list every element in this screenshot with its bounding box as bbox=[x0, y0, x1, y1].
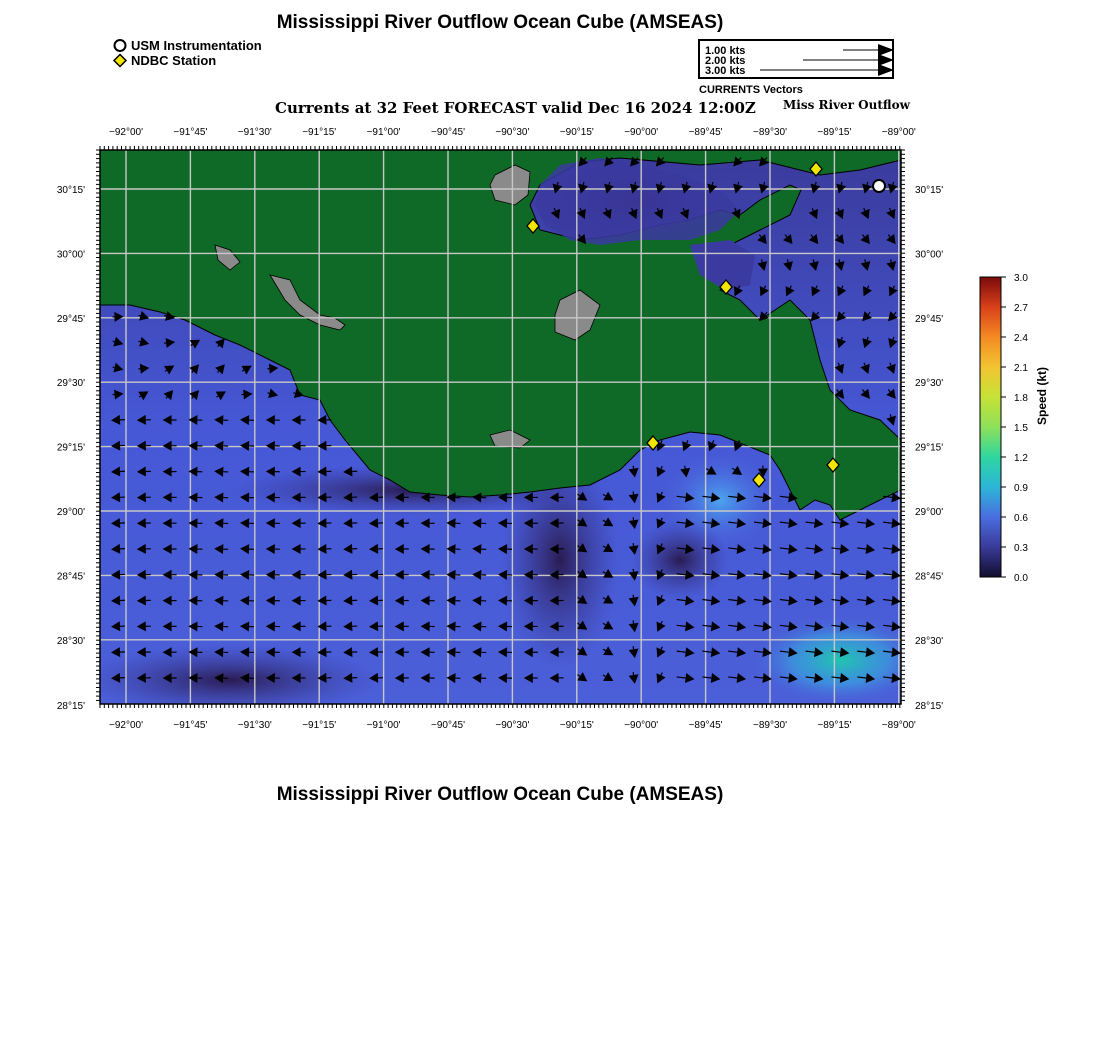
lat-label: 29°15' bbox=[915, 442, 944, 454]
lon-label: −90°15' bbox=[559, 720, 594, 731]
lat-label: 29°15' bbox=[56, 442, 85, 454]
colorbar-ticks bbox=[1001, 273, 1028, 584]
lon-label: −89°30' bbox=[753, 127, 787, 138]
colorbar-tick-label: 2.4 bbox=[1014, 333, 1028, 344]
colorbar-tick-label: 1.2 bbox=[1014, 453, 1028, 464]
lon-label: −90°00' bbox=[624, 127, 659, 138]
lon-label: −89°00' bbox=[881, 720, 916, 731]
lat-label: 28°15' bbox=[915, 701, 944, 712]
map-subtitle: Currents at 32 Feet FORECAST valid Dec 16 2024 12:00Z bbox=[275, 99, 756, 117]
lat-labels-left bbox=[57, 185, 85, 712]
lat-label: 28°15' bbox=[56, 701, 85, 712]
lat-label: 28°45' bbox=[56, 571, 85, 583]
vector-legend-1kt: 1.00 kts bbox=[705, 45, 746, 57]
map-region-label: Miss River Outflow bbox=[783, 98, 910, 112]
lon-label: −91°45' bbox=[173, 720, 208, 731]
colorbar-tick-label: 1.5 bbox=[1014, 423, 1028, 434]
lat-label: 29°45' bbox=[915, 313, 944, 325]
colorbar bbox=[980, 277, 1001, 577]
lat-label: 30°00' bbox=[56, 249, 85, 261]
lon-label: −90°30' bbox=[495, 127, 530, 138]
colorbar-tick-label: 0.9 bbox=[1014, 483, 1028, 494]
lon-label: −90°45' bbox=[431, 720, 465, 731]
vector-legend-caption: CURRENTS Vectors bbox=[699, 84, 803, 96]
lat-label: 29°30' bbox=[915, 378, 944, 390]
chart-title-repeat: Mississippi River Outflow Ocean Cube (AMSEAS) bbox=[276, 784, 724, 805]
colorbar-tick-label: 0.3 bbox=[1014, 543, 1028, 554]
colorbar-tick-label: 1.8 bbox=[1014, 393, 1028, 404]
lat-label: 30°15' bbox=[915, 185, 944, 196]
lon-label: −91°45' bbox=[173, 127, 208, 138]
lat-label: 30°15' bbox=[56, 185, 85, 196]
lon-label: −92°00' bbox=[109, 720, 143, 731]
colorbar-tick-label: 3.0 bbox=[1014, 273, 1028, 284]
lon-label: −91°30' bbox=[237, 720, 272, 731]
legend-usm-label: USM Instrumentation bbox=[131, 38, 262, 53]
colorbar-tick-label: 0.6 bbox=[1014, 513, 1028, 524]
lat-label: 29°45' bbox=[56, 313, 85, 325]
lon-label: −90°00' bbox=[624, 720, 659, 731]
colorbar-title: Speed (kt) bbox=[1035, 366, 1049, 425]
colorbar-tick-label: 2.1 bbox=[1014, 363, 1028, 374]
lon-label: −89°15' bbox=[817, 720, 852, 731]
lon-labels-top bbox=[109, 127, 916, 138]
lon-label: −89°15' bbox=[817, 127, 852, 138]
legend-ndbc-label: NDBC Station bbox=[131, 53, 217, 68]
lon-label: −90°15' bbox=[559, 127, 594, 138]
lon-label: −89°00' bbox=[881, 127, 916, 138]
chart-title: Mississippi River Outflow Ocean Cube (AMSEAS) bbox=[276, 12, 724, 33]
lon-label: −89°30' bbox=[753, 720, 787, 731]
colorbar-tick-label: 2.7 bbox=[1014, 303, 1028, 314]
lon-label: −91°00' bbox=[366, 127, 401, 138]
colorbar-tick-label: 0.0 bbox=[1014, 573, 1028, 584]
vector-legend-2kt: 2.00 kts bbox=[705, 55, 746, 67]
lon-label: −90°45' bbox=[431, 127, 465, 138]
lon-labels-bottom bbox=[109, 720, 916, 731]
lon-label: −91°00' bbox=[366, 720, 401, 731]
lon-label: −92°00' bbox=[109, 127, 143, 138]
lon-label: −91°15' bbox=[302, 720, 337, 731]
lon-label: −90°30' bbox=[495, 720, 530, 731]
lon-label: −91°30' bbox=[237, 127, 272, 138]
lon-label: −89°45' bbox=[688, 127, 723, 138]
lon-label: −89°45' bbox=[688, 720, 723, 731]
lat-label: 29°30' bbox=[56, 378, 85, 390]
lat-labels-right bbox=[915, 185, 943, 712]
lon-label: −91°15' bbox=[302, 127, 337, 138]
slow-water-3 bbox=[630, 520, 730, 600]
lat-label: 30°00' bbox=[915, 249, 944, 261]
lat-label: 29°00' bbox=[56, 507, 85, 518]
lat-label: 29°00' bbox=[915, 507, 944, 518]
vector-legend-3kt: 3.00 kts bbox=[705, 65, 746, 77]
lat-label: 28°30' bbox=[56, 635, 85, 647]
lat-label: 28°45' bbox=[915, 571, 944, 583]
lat-label: 28°30' bbox=[915, 635, 944, 647]
usm-instrument-marker bbox=[873, 180, 885, 192]
